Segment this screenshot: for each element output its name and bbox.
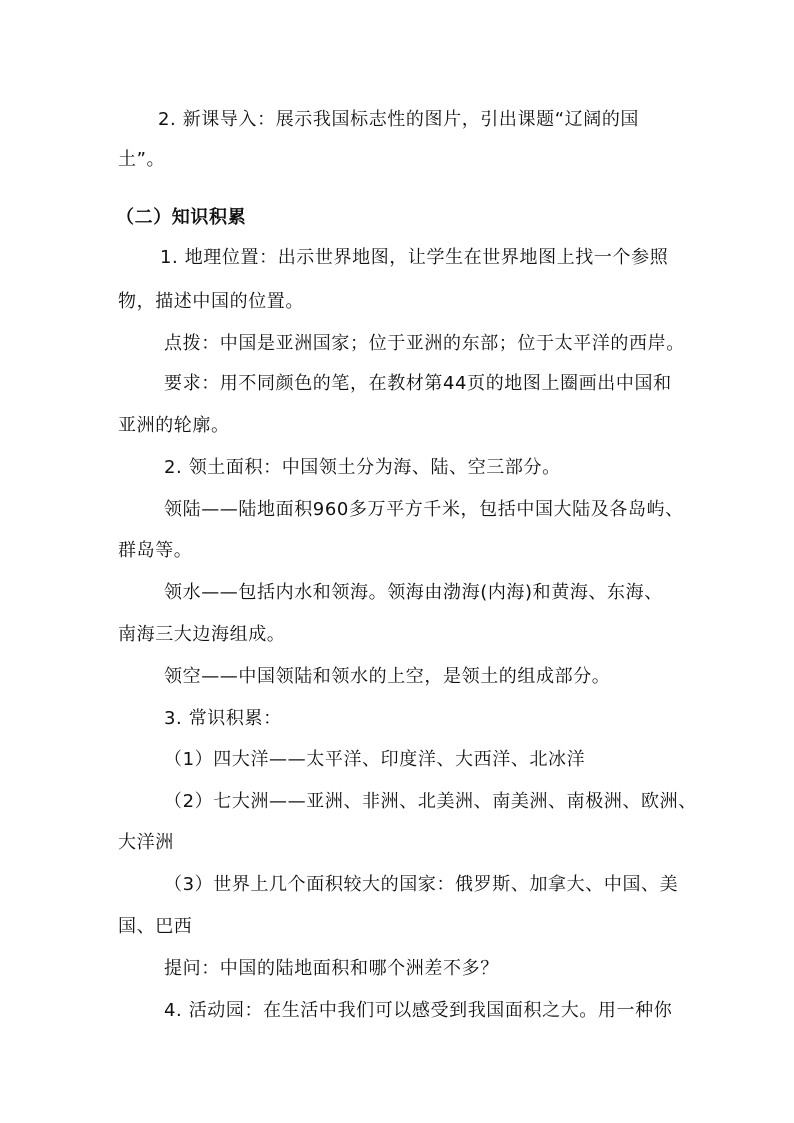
- list-item-countries-line-2: 国、巴西: [118, 916, 193, 937]
- list-item-continents-line-2: 大洋洲: [118, 832, 174, 853]
- paragraph-water-line-1: 领水——包括内水和领海。领海由渤海(内海)和黄海、东海、: [164, 582, 663, 603]
- paragraph-activity: 4. 活动园：在生活中我们可以感受到我国面积之大。用一种你: [164, 1000, 673, 1021]
- list-item-continents-line-1: （2）七大洲——亚洲、非洲、北美洲、南美洲、南极洲、欧洲、: [164, 791, 697, 812]
- paragraph-common-knowledge: 3. 常识积累：: [164, 708, 282, 729]
- paragraph-location-line-2: 物，描述中国的位置。: [118, 291, 304, 312]
- paragraph-land-line-1: 领陆——陆地面积960多万平方千米，包括中国大陆及各岛屿、: [164, 499, 684, 520]
- paragraph-territory: 2. 领土面积：中国领土分为海、陆、空三部分。: [164, 457, 561, 478]
- paragraph-hint: 点拨：中国是亚洲国家；位于亚洲的东部；位于太平洋的西岸。: [164, 333, 685, 354]
- section-heading-knowledge: （二）知识积累: [116, 207, 247, 228]
- paragraph-land-line-2: 群岛等。: [118, 540, 193, 561]
- paragraph-water-line-2: 南海三大边海组成。: [118, 624, 286, 645]
- paragraph-airspace: 领空——中国领陆和领水的上空，是领土的组成部分。: [164, 666, 611, 687]
- paragraph-intro-line-2: 土”。: [118, 149, 166, 170]
- list-item-countries-line-1: （3）世界上几个面积较大的国家：俄罗斯、加拿大、中国、美: [164, 874, 679, 895]
- paragraph-question: 提问：中国的陆地面积和哪个洲差不多？: [164, 958, 499, 979]
- list-item-oceans: （1）四大洋——太平洋、印度洋、大西洋、北冰洋: [164, 749, 586, 770]
- paragraph-location-line-1: 1. 地理位置：出示世界地图，让学生在世界地图上找一个参照: [160, 247, 669, 268]
- paragraph-intro-line-1: 2. 新课导入：展示我国标志性的图片，引出课题“辽阔的国: [158, 109, 640, 130]
- paragraph-requirement-line-2: 亚洲的轮廓。: [118, 415, 230, 436]
- paragraph-requirement-line-1: 要求：用不同颜色的笔，在教材第44页的地图上圈画出中国和: [164, 373, 672, 394]
